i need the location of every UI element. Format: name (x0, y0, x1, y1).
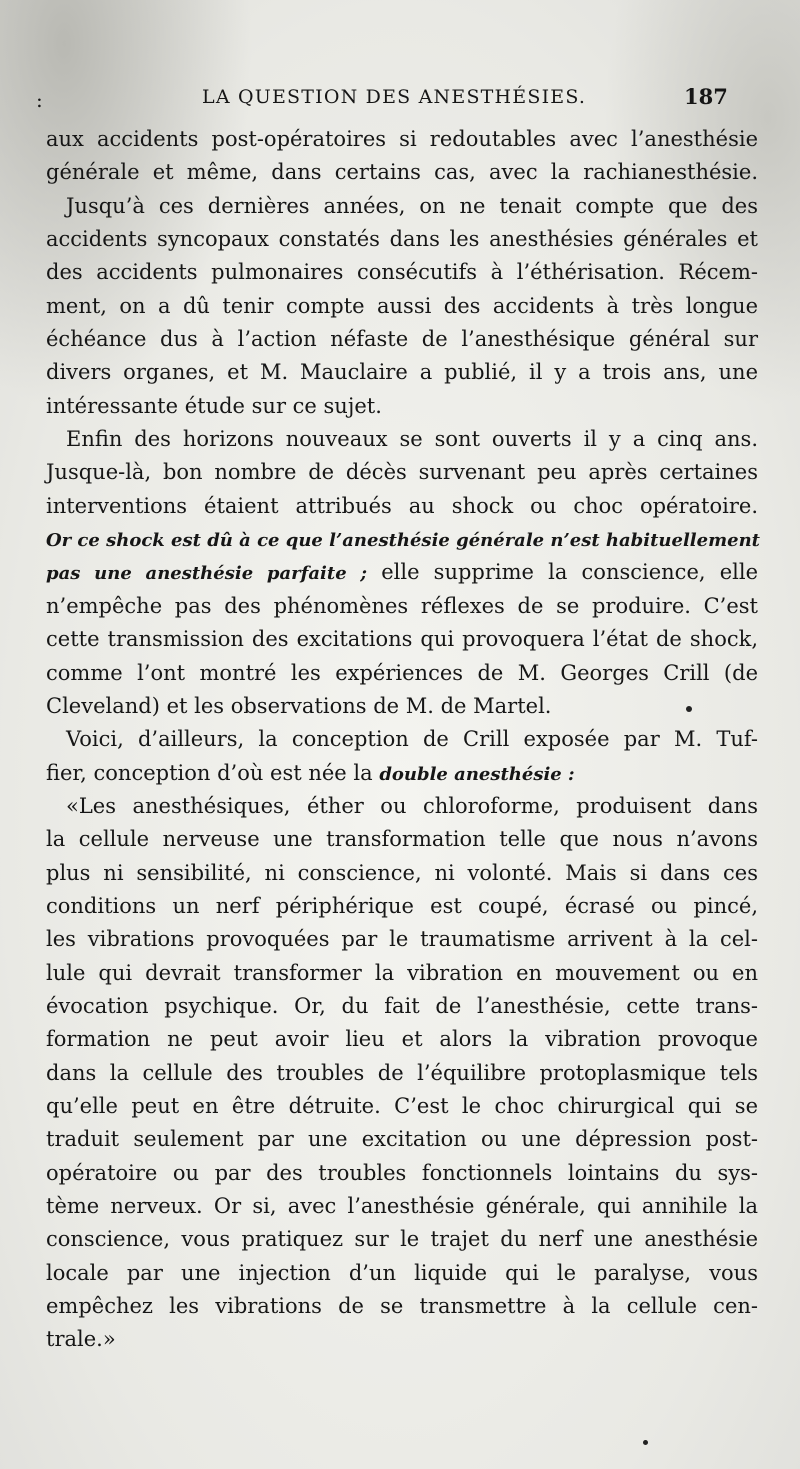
page-number: 187 (684, 84, 728, 109)
italic-emphasis: Or ce shock est dû à ce que l’anesthésie générale n’est habituellement (46, 530, 760, 552)
text-span: fier, conception d’où est née la (46, 760, 380, 785)
text-span: elle supprime la conscience, elle (367, 560, 759, 585)
text-line: formation ne peut avoir lieu et alors la vibration provoque (46, 1027, 758, 1052)
text-line: conditions un nerf périphérique est coupé, écrasé ou pincé, (46, 893, 758, 918)
ink-speck (686, 706, 692, 712)
text-line: évocation psychique. Or, du fait de l’anesthésie, cette trans- (46, 993, 758, 1018)
quote-start-line: «Les anesthésiques, éther ou chloroforme, produisent dans (66, 793, 758, 818)
text-line: générale et même, dans certains cas, avec la rachianesthésie. (46, 160, 758, 185)
text-line: les vibrations provoquées par le traumatisme arrivent à la cel- (46, 927, 758, 952)
running-head (0, 84, 800, 114)
italic-emphasis: double anesthésie : (379, 763, 575, 785)
text-line: cette transmission des excitations qui provoquera l’état de shock, (46, 627, 758, 652)
text-line: conscience, vous pratiquez sur le trajet du nerf une anesthésie (46, 1227, 758, 1252)
mixed-line (46, 757, 758, 790)
mixed-line (46, 556, 758, 589)
text-line: plus ni sensibilité, ni conscience, ni volonté. Mais si dans ces (46, 860, 758, 885)
text-line: divers organes, et M. Mauclaire a publié, il y a trois ans, une (46, 360, 758, 385)
paragraph-end-line: Cleveland) et les observations de M. de Martel. (46, 693, 552, 718)
text-line: échéance dus à l’action néfaste de l’anesthésique général sur (46, 327, 758, 352)
paragraph-start-line: Enfin des horizons nouveaux se sont ouverts il y a cinq ans. (66, 427, 758, 452)
text-line: qu’elle peut en être détruite. C’est le choc chirurgical qui se (46, 1093, 758, 1118)
italic-line (46, 523, 758, 556)
paragraph-end-line: intéressante étude sur ce sujet. (46, 393, 382, 418)
text-line: Jusque-là, bon nombre de décès survenant peu après certaines (46, 460, 758, 485)
text-line: ment, on a dû tenir compte aussi des accidents à très longue (46, 293, 758, 318)
text-line: tème nerveux. Or si, avec l’anesthésie générale, qui annihile la (46, 1194, 758, 1218)
italic-emphasis: pas une anesthésie parfaite ; (46, 563, 368, 585)
text-line: empêchez les vibrations de se transmettre à la cellule cen- (46, 1294, 758, 1319)
ink-speck (643, 1440, 648, 1445)
text-line: accidents syncopaux constatés dans les anesthésies générales et (46, 227, 758, 252)
running-title: LA QUESTION DES ANESTHÉSIES. (202, 86, 587, 108)
text-line: des accidents pulmonaires consécutifs à l’éthérisation. Récem- (46, 260, 758, 285)
text-line: dans la cellule des troubles de l’équilibre protoplasmique tels (46, 1060, 758, 1085)
text-line: lule qui devrait transformer la vibration en mouvement ou en (46, 960, 758, 985)
text-line: opératoire ou par des troubles fonctionnels lointains du sys- (46, 1160, 758, 1185)
header-marker: : (36, 88, 43, 112)
paragraph-start-line: Voici, d’ailleurs, la conception de Crill exposée par M. Tuf- (66, 727, 758, 752)
text-line: interventions étaient attribués au shock ou choc opératoire. (46, 493, 758, 518)
paragraph-start-line: Jusqu’à ces dernières années, on ne tenait compte que des (66, 193, 758, 218)
text-line: comme l’ont montré les expériences de M. Georges Crill (de (46, 660, 758, 685)
text-line: n’empêche pas des phénomènes réflexes de se produire. C’est (46, 593, 758, 618)
text-line: la cellule nerveuse une transformation telle que nous n’avons (46, 827, 758, 852)
body-text (46, 123, 758, 1357)
text-line: aux accidents post-opératoires si redoutables avec l’anesthésie (46, 127, 758, 151)
text-line: traduit seulement par une excitation ou une dépression post- (46, 1127, 758, 1152)
quote-end-line: trale.» (46, 1327, 116, 1352)
text-line: locale par une injection d’un liquide qui le paralyse, vous (46, 1260, 758, 1285)
